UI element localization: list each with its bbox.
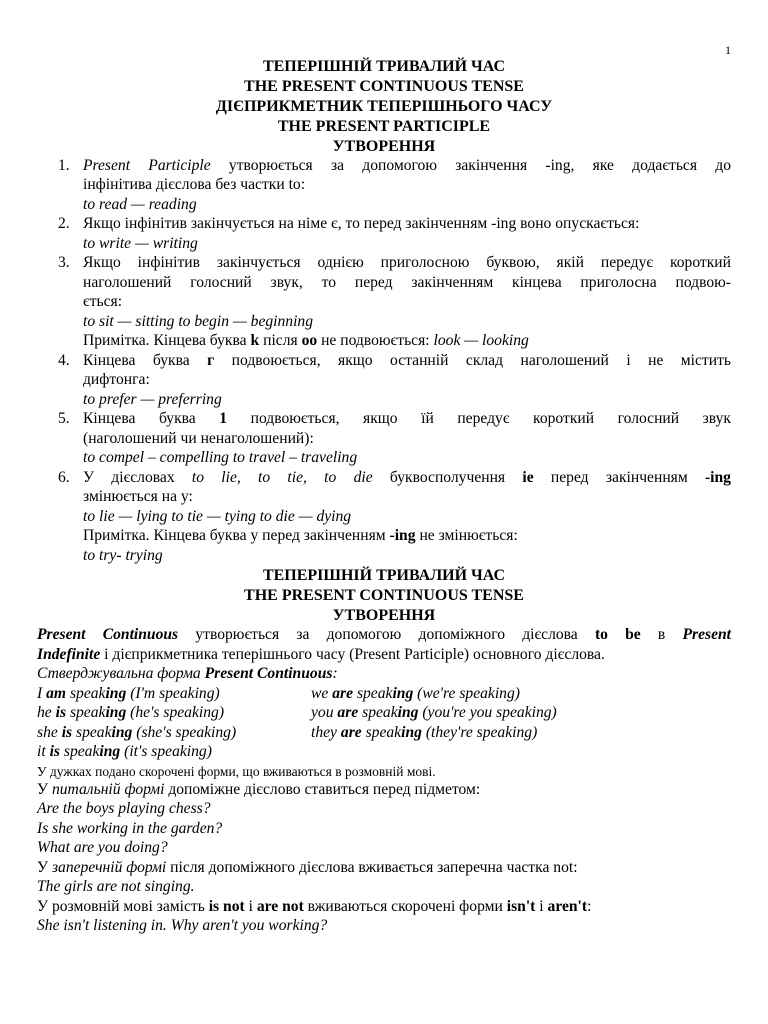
conj-row-2-right: you are speaking (you're you speaking) (311, 704, 557, 721)
rule-4-number: 4. (58, 352, 70, 369)
rule-3-note: Примітка. Кінцева буква k після оо не подвоюється: look — looking (83, 332, 529, 349)
question-rule: У питальній формі допоміжне дієслово ставиться перед підметом: (37, 781, 481, 798)
rule-4-example: to prefer — preferring (83, 391, 222, 408)
rule-1-line-1: Present Participle утворюється за допомогою закінчення -ing, яке додається до (83, 157, 731, 174)
rule-1-example: to read — reading (83, 196, 197, 213)
rule-1-number: 1. (58, 157, 70, 174)
affirmative-label: Стверджувальна форма Present Continuous: (37, 665, 338, 682)
rule-2-example: to write — writing (83, 235, 198, 252)
formation-line-1: Present Continuous утворюється за допомогою допоміжного дієслова to be в Present (37, 626, 732, 643)
conj-row-1-right: we are speaking (we're speaking) (311, 685, 520, 702)
rule-2-line-1: Якщо інфінітив закінчується на німе є, то перед закінченням -ing воно опускається: (83, 215, 640, 232)
term: Present Participle (83, 157, 211, 174)
conj-row-3-left: she is speaking (she's speaking) (37, 724, 237, 741)
formation-line-2: Indefinite і дієприкметника теперішнього часу (Present Participle) основного дієслова. (37, 646, 605, 663)
rule-6-example: to lie — lying to tie — tying to die — dying (83, 508, 352, 525)
question-example-1: Are the boys playing chess? (37, 800, 211, 817)
conj-row-4-left: it is speaking (it's speaking) (37, 743, 212, 760)
page-number: 1 (725, 43, 731, 57)
rule-6-example-2: to try- trying (83, 547, 163, 564)
rule-6-line-2: змінюється на у: (83, 488, 193, 505)
heading-participle-ua: ДІЄПРИКМЕТНИК ТЕПЕРІШНЬОГО ЧАСУ (215, 98, 553, 115)
heading-participle-en: THE PRESENT PARTICIPLE (277, 118, 491, 135)
conj-row-3-right: they are speaking (they're speaking) (311, 724, 538, 741)
rule-4-line-2: дифтонга: (83, 371, 150, 388)
heading-title-ua: ТЕПЕРІШНІЙ ТРИВАЛИЙ ЧАС (262, 58, 506, 75)
question-example-3: What are you doing? (37, 839, 168, 856)
heading2-formation: УТВОРЕННЯ (332, 607, 436, 624)
negative-example: The girls are not singing. (37, 878, 195, 895)
negative-rule: У заперечній формі після допоміжного дієслова вживається заперечна частка not: (37, 859, 578, 876)
colloquial-example: She isn't listening in. Why aren't you working? (37, 917, 328, 934)
rule-5-number: 5. (58, 410, 70, 427)
conj-row-1-left: I am speaking (I'm speaking) (37, 685, 220, 702)
rule-5-example: to compel – compelling to travel – traveling (83, 449, 358, 466)
rule-5-line-2: (наголошений чи ненаголошений): (83, 430, 314, 447)
rule-3-line-2: наголошений голосний звук, то перед закінченням кінцева приголосна подвою- (83, 274, 731, 291)
rule-6-number: 6. (58, 469, 70, 486)
rule-6-note: Примітка. Кінцева буква у перед закінченням -ing не змінюється: (83, 527, 518, 544)
conj-row-2-left: he is speaking (he's speaking) (37, 704, 225, 721)
rule-2-number: 2. (58, 215, 70, 232)
heading-formation: УТВОРЕННЯ (332, 138, 436, 155)
rule-3-example: to sit — sitting to begin — beginning (83, 313, 314, 330)
rule-5-line-1: Кінцева буква 1 подвоюється, якщо їй передує короткий голосний звук (83, 410, 732, 427)
heading-title-en: THE PRESENT CONTINUOUS TENSE (244, 78, 524, 95)
rule-3-number: 3. (58, 254, 70, 271)
question-example-2: Is she working in the garden? (37, 820, 223, 837)
rule-4-line-1: Кінцева буква г подвоюється, якщо останній склад наголошений і не містить (83, 352, 732, 369)
rule-6-line-1: У дієсловах to lie, to tie, to die буквосполучення ie перед закінченням -ing (83, 469, 731, 486)
rule-3-line-1: Якщо інфінітив закінчується однією приголосною буквою, якій передує короткий (83, 254, 731, 271)
heading2-title-ua: ТЕПЕРІШНІЙ ТРИВАЛИЙ ЧАС (262, 567, 506, 584)
rule-3-line-3: ється: (83, 293, 123, 310)
heading2-title-en: THE PRESENT CONTINUOUS TENSE (244, 587, 524, 604)
colloquial-rule: У розмовній мові замість is not і are not вживаються скорочені форми isn't і aren't: (37, 898, 592, 915)
short-forms-note: У дужках подано скорочені форми, що вживаються в розмовній мові. (37, 764, 436, 779)
rule-1-line-2: інфінітива дієслова без частки to: (83, 176, 306, 193)
